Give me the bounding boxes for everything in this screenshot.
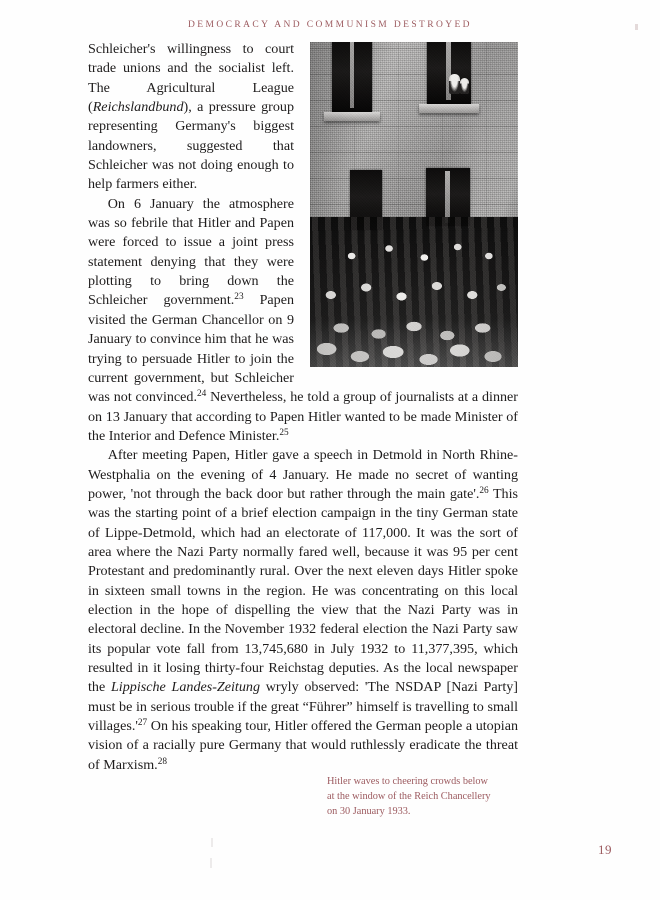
footnote-ref-25[interactable]: 25 [279,428,289,439]
photo-frame [310,42,518,367]
figure-caption-line-1: Hitler waves to cheering crowds below [327,776,488,787]
scan-artefact [211,838,213,847]
paragraph-1-text-b: ), a pressure group representing Germany's biggest landowners, suggested that Schleicher was not doing enough to help farmers either. [88,99,294,193]
paragraph-1-italic-term: Reichslandbund [92,99,184,116]
footnote-ref-26[interactable]: 26 [479,486,489,497]
figure-caption [327,774,557,819]
scan-artefact [210,858,212,868]
footnote-ref-24[interactable]: 24 [197,389,207,400]
running-head: DEMOCRACY AND COMMUNISM DESTROYED [188,20,472,30]
figure-caption-line-3: on 30 January 1933. [327,806,411,818]
paragraph-3-text-c: wryly observed: 'The NSDAP [Nazi Party] must be in serious trouble if the great “Führer” himself is travelling to small villages.' [88,679,518,735]
paragraph-3-text-a: After meeting Papen, Hitler gave a speech in Detmold in North Rhine-Westphalia on the evening of 4 January. He made no secret of wanting power, 'not through the back door but rather through the main gate'. [88,447,518,502]
paragraph-3-text-b: This was the starting point of a brief election campaign in the tiny German state of Lippe-Detmold, which had an electorate of 117,000. It was the sort of area where the Nazi Party normally fared well, because it was 95 per cent Protestant and predominantly rural. Over the next eleven days Hitler spoke in sixteen small towns in the region. He was concentrating on this local election in the hope of dispelling the view that the Nazi Party was in electoral decline. In the November 1932 federal election the Nazi Party saw its popular vote fall from 13,745,680 in July 1932 to 11,377,395, which resulted in it losing thirty-four Reichstag deputies. As the local newspaper the [88,485,519,696]
footnote-ref-27[interactable]: 27 [137,718,148,729]
paragraph-3-italic-newspaper: Lippische Landes-Zeitung [110,679,260,696]
figure-caption-line-2: at the window of the Reich Chancellery [327,791,491,803]
paragraph-1-text-a: Schleicher's willingness to court trade unions and the socialist left. The Agricultural League ( [88,41,294,116]
photo-vignette [310,42,518,367]
paragraph-3-text-d: On his speaking tour, Hitler offered the German people a utopian vision of a racially pure Germany that would ruthlessly eradicate the threat of Marxism. [88,718,518,773]
scan-edge-mark [635,24,638,30]
page-number: 19 [598,842,612,857]
paragraph-2-text-a: On 6 January the atmosphere was so febrile that Hitler and Papen were forced to issue a joint press statement denying that they were plotting to bring down the Schleicher government. [88,195,294,309]
paragraph-2-text-b: Papen visited the German Chancellor on 9 January to convince him that he was trying to persuade Hitler to join the current government, but Schleicher was not convinced. [88,292,295,406]
paragraph-3 [88,446,518,775]
figure-photograph [310,42,518,367]
text-column [88,40,518,775]
footnote-ref-23[interactable]: 23 [234,292,244,303]
paragraph-2-text-c: Nevertheless, he told a group of journalists at a dinner on 13 January that according to Papen Hitler wanted to be made Minister of the Interior and Defence Minister. [88,389,518,444]
footnote-ref-28[interactable]: 28 [157,756,167,767]
